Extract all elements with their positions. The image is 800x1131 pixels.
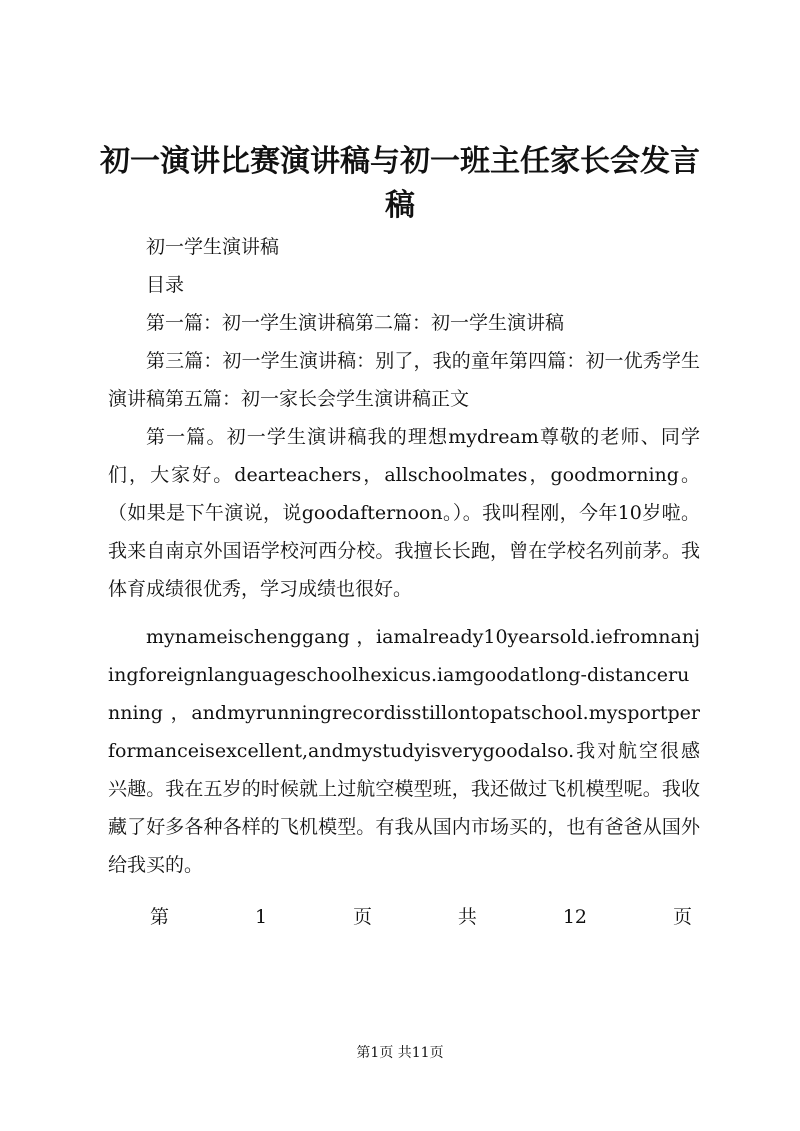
paragraph-body-2: mynameischenggang ，iamalready10yearsold.iefromnanjingforeignlanguageschoolhexicus.iamgoodatlong-distancerunning ，andmyrunningrecordisstillontopatschool.mysportperformanceisexcellent,andmystudyisverygoodalso.我对航空很感兴趣。我在五岁的时候就上过航空模型班，我还做过飞机模型呢。我收藏了好多各种各样的飞机模型。有我从国内市场买的，也有爸爸从国外给我买的。 <box>108 626 700 876</box>
paragraph-subtitle: 初一学生演讲稿 <box>146 236 280 258</box>
page-line-word-1: 第 <box>150 906 170 928</box>
paragraph-toc-heading: 目录 <box>146 274 185 296</box>
document-title: 初一演讲比赛演讲稿与初一班主任家长会发言稿 <box>100 144 700 223</box>
document-body <box>108 228 700 936</box>
page-footer: 第1页 共11页 <box>356 1045 444 1061</box>
page-line-total: 12 <box>562 906 588 928</box>
page-line-word-3: 共 <box>457 906 477 928</box>
paragraph-toc-line-1: 第一篇：初一学生演讲稿第二篇：初一学生演讲稿 <box>146 312 565 334</box>
paragraph-body-1: 第一篇。初一学生演讲稿我的理想mydream尊敬的老师、同学们，大家好。dearteachers，allschoolmates，goodmorning。（如果是下午演说，说goodafternoon。）。我叫程刚，今年10岁啦。我来自南京外国语学校河西分校。我擅长长跑，曾在学校名列前茅。我体育成绩很优秀，学习成绩也很好。 <box>108 426 700 600</box>
page-line-word-2: 页 <box>352 906 372 928</box>
page-line-current: 1 <box>254 906 268 928</box>
page-line-word-4: 页 <box>672 906 692 928</box>
paragraph-toc-line-2: 第三篇：初一学生演讲稿：别了，我的童年第四篇：初一优秀学生演讲稿第五篇：初一家长会学生演讲稿正文 <box>108 350 700 410</box>
inline-page-line <box>108 898 700 936</box>
